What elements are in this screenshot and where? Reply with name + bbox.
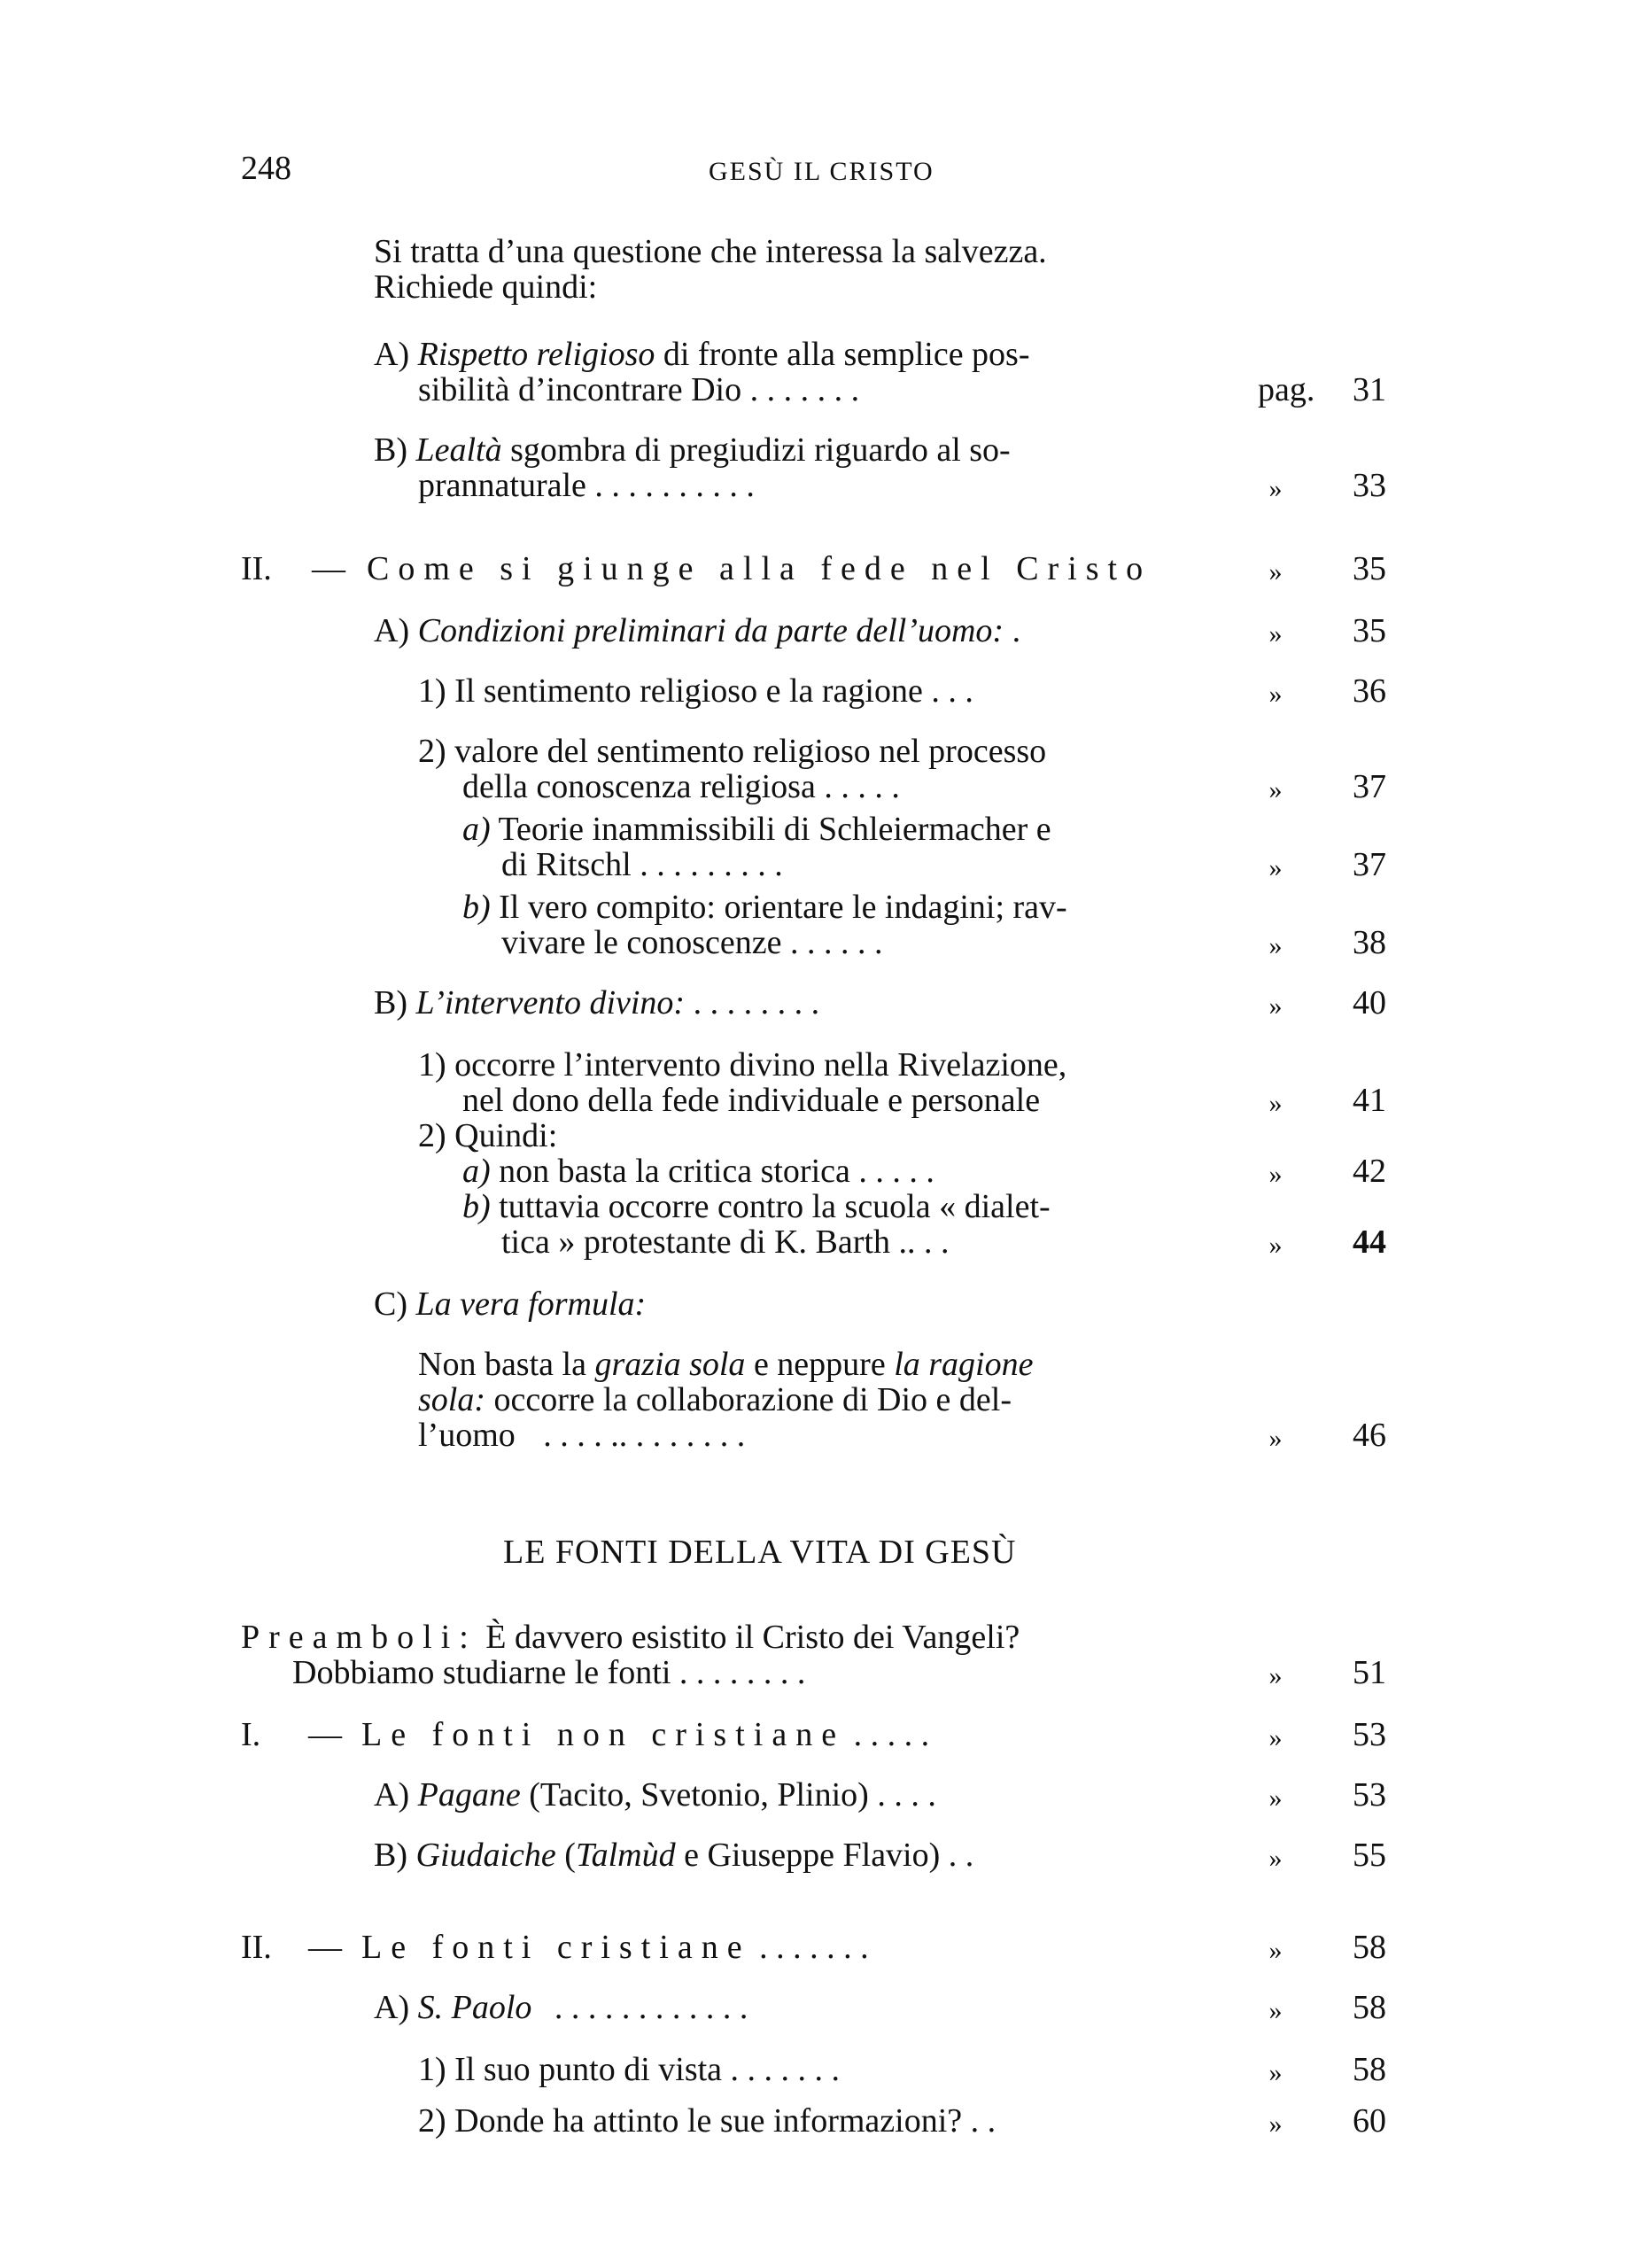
ditto-mark: » (1268, 931, 1283, 960)
toc-entry-occorre: 1) occorre l’intervento divino nella Rivelazione, (418, 1046, 1067, 1084)
page-ref: 60 (1353, 2102, 1386, 2140)
dot-leader: . . (970, 2102, 996, 2140)
page-ref: 36 (1353, 672, 1386, 710)
toc-chapter-cristiane-num: II. (241, 1929, 272, 1966)
toc-entry-teorie: a) Teorie inammissibili di Schleiermacher e (462, 811, 1051, 848)
preamboli-label: Preamboli: (241, 1619, 477, 1656)
section-heading: LE FONTI DELLA VITA DI GESÙ (503, 1534, 1017, 1571)
intro-line-1: Si tratta d’una questione che interessa la salvezza. (374, 233, 1047, 270)
toc-entry-formula: C) La vera formula: (374, 1285, 647, 1323)
chapter-dash: — (308, 1929, 342, 1966)
toc-entry-compito: b) Il vero compito: orientare le indagini; rav- (462, 889, 1067, 926)
page-ref: 37 (1353, 768, 1386, 805)
page-ref: 38 (1353, 924, 1386, 961)
formula-line-1: Non basta la grazia sola e neppure la ragione (418, 1346, 1034, 1383)
page-ref: 42 (1353, 1153, 1386, 1190)
toc-entry-compito-line2: vivare le conoscenze . . . . . . (501, 924, 883, 961)
page-ref: 55 (1353, 1837, 1386, 1874)
toc-entry-rispetto-line2: sibilità d’incontrare Dio . . . . . . . (418, 371, 860, 408)
toc-entry-intervento: B) L’intervento divino: . . . . . . . . (374, 984, 820, 1021)
page-ref: 58 (1353, 1929, 1386, 1966)
page-ref: 31 (1353, 371, 1386, 408)
ditto-mark: » (1268, 474, 1283, 503)
dot-leader: . . . . . . . . . . (594, 467, 755, 504)
toc-entry-lealta-line2: prannaturale . . . . . . . . . . (418, 467, 755, 504)
entry-title: Condizioni preliminari da parte dell’uomo: (417, 612, 1004, 649)
ditto-mark: » (1268, 853, 1283, 882)
ditto-mark: » (1268, 2058, 1283, 2087)
page-ref: 58 (1353, 1989, 1386, 2026)
toc-entry-critica: a) non basta la critica storica . . . . . (462, 1153, 934, 1190)
entry-title: S. Paolo (417, 1989, 532, 2026)
page-ref: 35 (1353, 612, 1386, 649)
ditto-mark: » (1268, 2109, 1283, 2139)
ditto-mark: » (1268, 1723, 1283, 1752)
ditto-mark: » (1268, 991, 1283, 1021)
page-ref: 33 (1353, 467, 1386, 504)
ditto-mark: » (1268, 619, 1283, 649)
chapter-title: Le fonti cristiane (361, 1929, 751, 1966)
ditto-mark: » (1268, 1996, 1283, 2025)
entry-title: Giudaiche (415, 1837, 556, 1874)
dot-leader: . . . (931, 672, 973, 710)
toc-entry-occorre-line2: nel dono della fede individuale e personale (462, 1082, 1041, 1119)
pag-label: pag. (1258, 371, 1315, 408)
dot-leader: . . . . . (853, 1716, 930, 1753)
toc-chapter-cristiane (361, 1928, 869, 1967)
toc-entry-valore: 2) valore del sentimento religioso nel processo (418, 733, 1047, 770)
toc-entry-barth-line2: tica » protestante di K. Barth .. . . (501, 1223, 950, 1261)
dot-leader: . . . . . . . (749, 371, 860, 408)
toc-entry-barth: b) tuttavia occorre contro la scuola « dialet- (462, 1188, 1051, 1225)
toc-chapter-fede: II. (241, 550, 272, 587)
formula-line-2: sola: occorre la collaborazione di Dio e del- (418, 1381, 1012, 1418)
dot-leader: . . (948, 1837, 974, 1874)
intro-line-2: Richiede quindi: (374, 268, 598, 306)
entry-title: Lealtà (415, 431, 502, 469)
chapter-title: Come si giunge alla fede nel Cristo (367, 550, 1152, 587)
dot-leader: . . . . . (858, 1153, 934, 1190)
ditto-mark: » (1268, 1936, 1283, 1965)
page-number: 248 (241, 150, 291, 187)
toc-entry-lealta: B) Lealtà sgombra di pregiudizi riguardo al so- (374, 431, 1011, 469)
dot-leader: . . . . .. . . . . . . . (543, 1417, 746, 1454)
dot-leader: . . . . (877, 1776, 936, 1814)
toc-entry-pagane: A) Pagane (Tacito, Svetonio, Plinio) . . . . (374, 1776, 936, 1814)
page-ref: 35 (1353, 550, 1386, 587)
formula-line-3: l’uomo . . . . .. . . . . . . . (418, 1417, 746, 1454)
dot-leader: . . . . . . . . . . . . (554, 1989, 748, 2026)
chapter-dash: — (308, 1716, 342, 1753)
entry-title: La vera formula: (415, 1285, 647, 1323)
page-ref: 46 (1353, 1417, 1386, 1454)
chapter-title: Le fonti non cristiane (361, 1716, 846, 1753)
toc-entry-preamboli: Preamboli: È davvero esistito il Cristo dei Vangeli? (241, 1619, 1020, 1656)
toc-entry-quindi: 2) Quindi: (418, 1117, 558, 1154)
dot-leader: . . . . . . (790, 924, 883, 961)
toc-entry-preamboli-line2: Dobbiamo studiarne le fonti . . . . . . . . (292, 1654, 806, 1691)
running-title: GESÙ IL CRISTO (709, 157, 934, 186)
page-ref: 51 (1353, 1654, 1386, 1691)
dot-leader: . . . . . (824, 768, 900, 805)
toc-entry-donde: 2) Donde ha attinto le sue informazioni? . . (418, 2102, 996, 2140)
chapter-dash: — (312, 550, 345, 587)
ditto-mark: » (1268, 1661, 1283, 1690)
dot-leader: . . . . . . . (759, 1929, 869, 1966)
dot-leader: . . . . . . . (730, 2051, 841, 2088)
toc-chapter-noncristiane (361, 1715, 929, 1754)
dot-leader: . . . . . . . . (693, 984, 820, 1021)
entry-title: L’intervento divino: (415, 984, 686, 1021)
toc-entry-rispetto: A) Rispetto religioso di fronte alla semplice pos- (374, 336, 1030, 373)
ditto-mark: » (1268, 1089, 1283, 1118)
ditto-mark: » (1268, 1231, 1283, 1260)
dot-leader: .. . . (898, 1223, 950, 1261)
ditto-mark: » (1268, 680, 1283, 709)
ditto-mark: » (1268, 1424, 1283, 1453)
ditto-mark: » (1268, 1844, 1283, 1873)
page-ref: 53 (1353, 1716, 1386, 1753)
ditto-mark: » (1268, 557, 1283, 586)
toc-entry-punto: 1) Il suo punto di vista . . . . . . . (418, 2051, 841, 2088)
entry-title: Rispetto religioso (417, 336, 655, 373)
toc-entry-condizioni: A) Condizioni preliminari da parte dell’uomo: . (374, 612, 1021, 649)
ditto-mark: » (1268, 1160, 1283, 1189)
ditto-mark: » (1268, 775, 1283, 804)
page-ref: 37 (1353, 846, 1386, 883)
entry-title: Pagane (417, 1776, 521, 1814)
page-ref: 53 (1353, 1776, 1386, 1814)
page-ref: 44 (1353, 1223, 1386, 1261)
dot-leader: . (1012, 612, 1021, 649)
toc-chapter-noncristiane-num: I. (241, 1716, 261, 1753)
toc-entry-teorie-line2: di Ritschl . . . . . . . . . (501, 846, 783, 883)
toc-entry-paolo: A) S. Paolo . . . . . . . . . . . . (374, 1989, 748, 2026)
page-ref: 58 (1353, 2051, 1386, 2088)
toc-entry-valore-line2: della conoscenza religiosa . . . . . (462, 768, 900, 805)
ditto-mark: » (1268, 1783, 1283, 1813)
page-ref: 41 (1353, 1082, 1386, 1119)
page-ref: 40 (1353, 984, 1386, 1021)
dot-leader: . . . . . . . . (679, 1654, 806, 1691)
toc-entry-giudaiche: B) Giudaiche (Talmùd e Giuseppe Flavio) . . (374, 1837, 974, 1874)
dot-leader: . . . . . . . . . (640, 846, 783, 883)
toc-entry-sentimento: 1) Il sentimento religioso e la ragione . . . (418, 672, 973, 710)
